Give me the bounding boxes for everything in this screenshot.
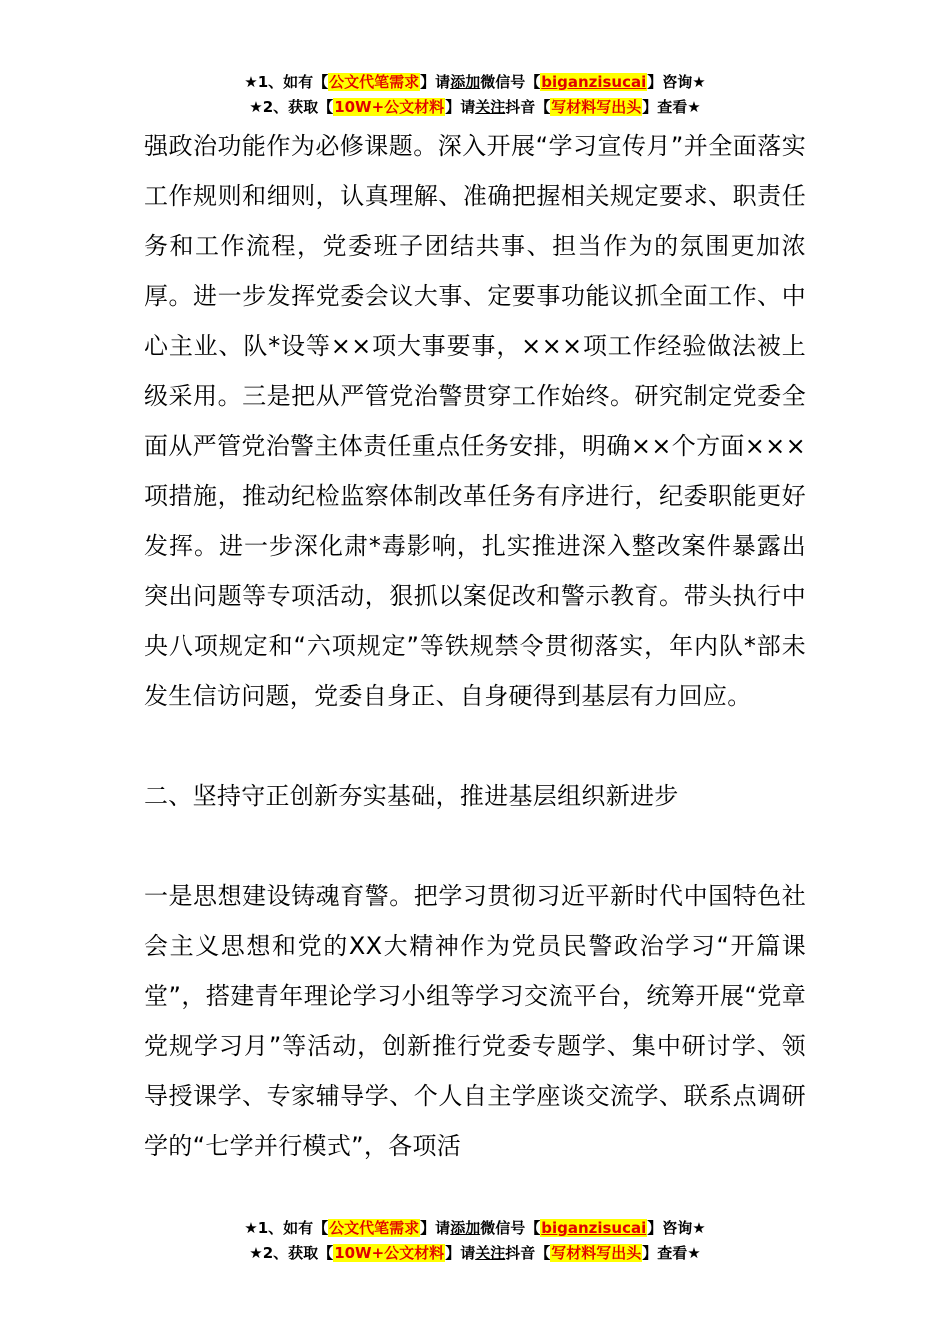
banner-line-2	[0, 1241, 950, 1266]
banner-highlight: 公文代笔需求	[329, 1219, 420, 1237]
banner-text: ★2、获取【	[249, 98, 334, 116]
banner-highlight-douyin: 写材料写出头	[551, 98, 642, 116]
banner-text: 】咨询★	[647, 73, 706, 91]
banner-highlight-douyin: 写材料写出头	[551, 1244, 642, 1262]
banner-text: 】咨询★	[647, 1219, 706, 1237]
footer-banner	[0, 1216, 950, 1266]
paragraph-gap	[144, 821, 806, 871]
banner-line-1	[0, 1216, 950, 1241]
banner-underline: 关注	[475, 1244, 506, 1262]
banner-text: 微信号【	[480, 1219, 541, 1237]
banner-highlight: 公文代笔需求	[329, 73, 420, 91]
banner-text: 】请	[420, 73, 451, 91]
banner-text: ★1、如有【	[244, 1219, 329, 1237]
banner-text: ★1、如有【	[244, 73, 329, 91]
banner-text: 】请	[445, 98, 476, 116]
paragraph-gap	[144, 721, 806, 771]
banner-highlight-wechat: biganzisucai	[541, 1219, 647, 1237]
banner-underline: 添加	[450, 1219, 481, 1237]
paragraph-2: 一是思想建设铸魂育警。把学习贯彻习近平新时代中国特色社会主义思想和党的XX大精神作为党员民警政治学习“开篇课堂”，搭建青年理论学习小组等学习交流平台，统筹开展“党章党规学习月”等活动，创新推行党委专题学、集中研讨学、领导授课学、专家辅导学、个人自主学座谈交流学、联系点调研学的“七学并行模式”，各项活	[144, 882, 806, 1160]
banner-highlight: 10W+公文材料	[334, 1244, 445, 1262]
banner-text: 抖音【	[505, 1244, 551, 1262]
banner-text: 】请	[445, 1244, 476, 1262]
banner-text: 微信号【	[480, 73, 541, 91]
banner-text: 抖音【	[505, 98, 551, 116]
banner-highlight: 10W+公文材料	[334, 98, 445, 116]
banner-text: 】查看★	[642, 98, 701, 116]
banner-underline: 关注	[475, 98, 506, 116]
paragraph-1: 强政治功能作为必修课题。深入开展“学习宣传月”并全面落实工作规则和细则，认真理解、准确把握相关规定要求、职责任务和工作流程，党委班子团结共事、担当作为的氛围更加浓厚。进一步发挥党委会议大事、定要事功能议抓全面工作、中心主业、队*设等××项大事要事，×××项工作经验做法被上级采用。三是把从严管党治警贯穿工作始终。研究制定党委全面从严管党治警主体责任重点任务安排，明确××个方面×××项措施，推动纪检监察体制改革任务有序进行，纪委职能更好发挥。进一步深化肃*毒影响，扎实推进深入整改案件暴露出突出问题等专项活动，狠抓以案促改和警示教育。带头执行中央八项规定和“六项规定”等铁规禁令贯彻落实，年内队*部未发生信访问题，党委自身正、自身硬得到基层有力回应。	[144, 132, 806, 710]
banner-text: 】请	[420, 1219, 451, 1237]
banner-line-1	[0, 70, 950, 95]
banner-text: ★2、获取【	[249, 1244, 334, 1262]
banner-underline: 添加	[450, 73, 481, 91]
header-banner	[0, 70, 950, 120]
section-heading-2: 二、坚持守正创新夯实基础，推进基层组织新进步	[144, 782, 679, 810]
document-body	[144, 121, 806, 1171]
banner-text: 】查看★	[642, 1244, 701, 1262]
banner-line-2	[0, 95, 950, 120]
banner-highlight-wechat: biganzisucai	[541, 73, 647, 91]
